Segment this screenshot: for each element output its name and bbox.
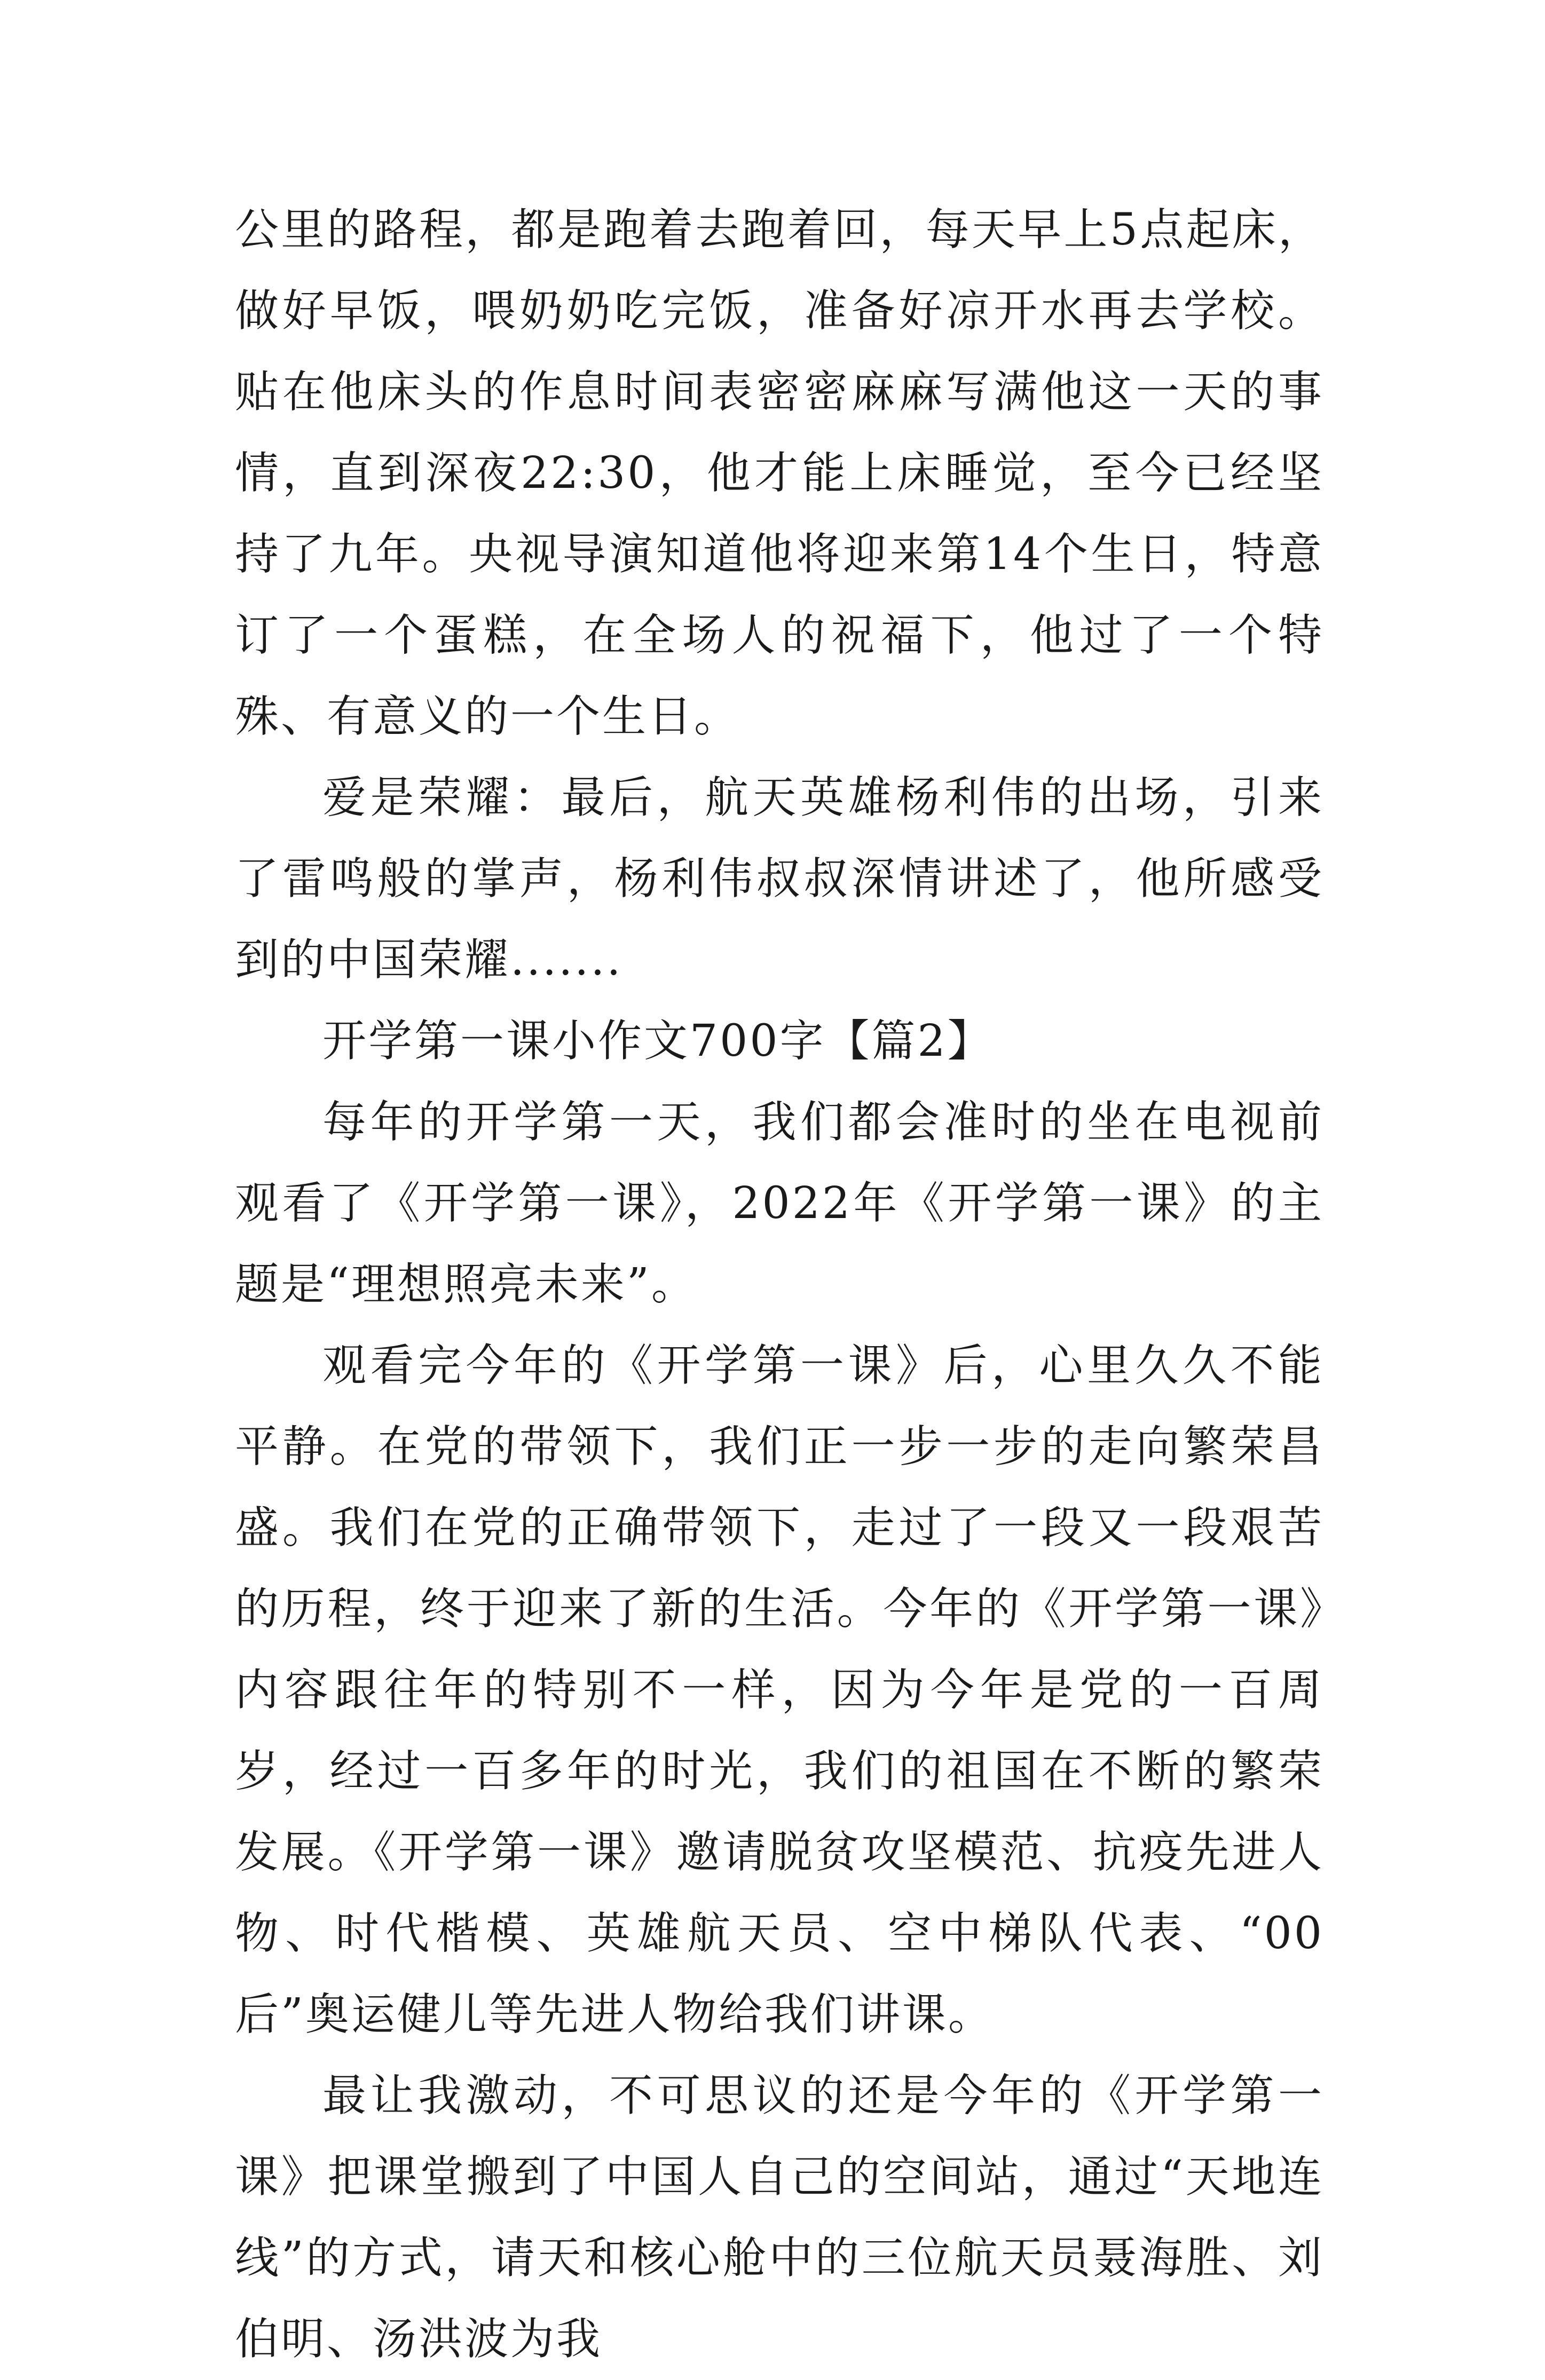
paragraph: 最让我激动，不可思议的还是今年的《开学第一课》把课堂搬到了中国人自己的空间站，通过“天地连线”的方式，请天和核心舱中的三位航天员聂海胜、刘伯明、汤洪波为我	[235, 2070, 1324, 2365]
document-body	[235, 189, 1324, 2380]
paragraph: 爱是荣耀：最后，航天英雄杨利伟的出场，引来了雷鸣般的掌声，杨利伟叔叔深情讲述了，他所感受到的中国荣耀.......	[235, 772, 1324, 985]
section-heading: 开学第一课小作文700字【篇2】	[322, 1016, 994, 1066]
paragraph: 观看完今年的《开学第一课》后，心里久久不能平静。在党的带领下，我们正一步一步的走向繁荣昌盛。我们在党的正确带领下，走过了一段又一段艰苦的历程，终于迎来了新的生活。今年的《开学第一课》内容跟往年的特别不一样，因为今年是党的一百周岁，经过一百多年的时光，我们的祖国在不断的繁荣发展。《开学第一课》邀请脱贫攻坚模范、抗疫先进人物、时代楷模、英雄航天员、空中梯队代表、“00后”奥运健儿等先进人物给我们讲课。	[235, 1340, 1324, 2040]
paragraph: 公里的路程，都是跑着去跑着回，每天早上5点起床，做好早饭，喂奶奶吃完饭，准备好凉开水再去学校。贴在他床头的作息时间表密密麻麻写满他这一天的事情，直到深夜22:30，他才能上床睡觉，至今已经坚持了九年。央视导演知道他将迎来第14个生日，特意订了一个蛋糕，在全场人的祝福下，他过了一个特殊、有意义的一个生日。	[235, 204, 1324, 742]
paragraph: 每年的开学第一天，我们都会准时的坐在电视前观看了《开学第一课》，2022年《开学第一课》的主题是“理想照亮未来”。	[235, 1097, 1324, 1310]
